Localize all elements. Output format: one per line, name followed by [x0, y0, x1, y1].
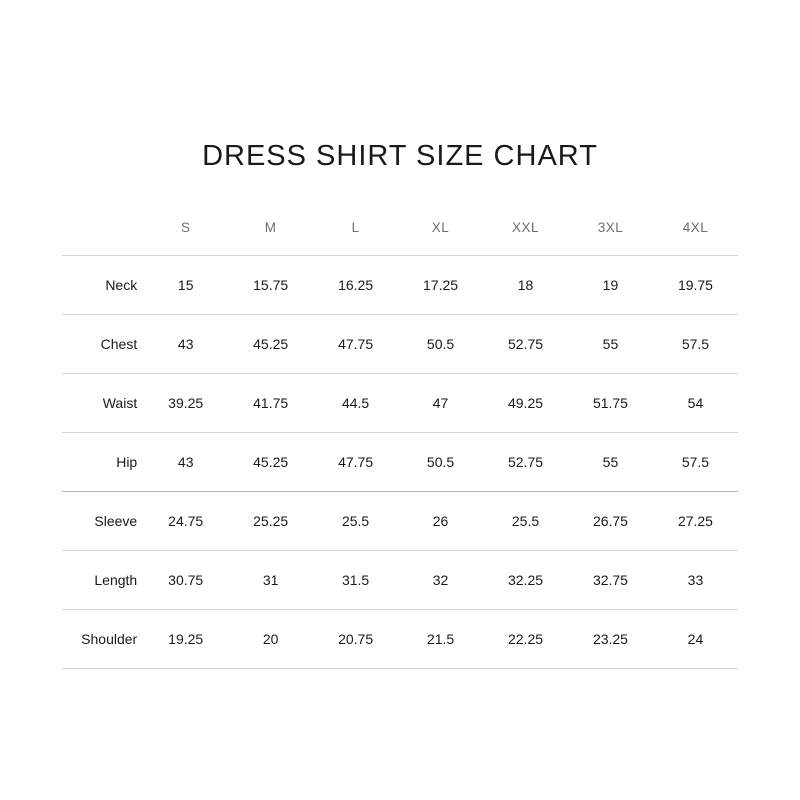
table-cell: 20.75: [313, 610, 398, 669]
table-row-waist: [62, 374, 738, 433]
corner-cell: [62, 200, 143, 256]
table-cell: 43: [143, 315, 228, 374]
table-cell: 55: [568, 433, 653, 492]
table-cell: 31.5: [313, 551, 398, 610]
size-chart-table: [62, 200, 738, 669]
column-header-4xl: 4XL: [653, 200, 738, 256]
table-cell: 21.5: [398, 610, 483, 669]
column-header-s: S: [143, 200, 228, 256]
table-cell: 52.75: [483, 315, 568, 374]
table-cell: 25.5: [313, 492, 398, 551]
table-cell: 39.25: [143, 374, 228, 433]
table-cell: 32: [398, 551, 483, 610]
table-cell: 47.75: [313, 315, 398, 374]
row-label: Shoulder: [62, 610, 143, 669]
table-cell: 16.25: [313, 256, 398, 315]
column-header-xl: XL: [398, 200, 483, 256]
table-cell: 22.25: [483, 610, 568, 669]
table-cell: 45.25: [228, 315, 313, 374]
table-cell: 55: [568, 315, 653, 374]
table-cell: 18: [483, 256, 568, 315]
table-cell: 25.5: [483, 492, 568, 551]
table-cell: 54: [653, 374, 738, 433]
table-cell: 44.5: [313, 374, 398, 433]
column-header-3xl: 3XL: [568, 200, 653, 256]
table-cell: 17.25: [398, 256, 483, 315]
table-cell: 47.75: [313, 433, 398, 492]
table-cell: 19.25: [143, 610, 228, 669]
table-cell: 57.5: [653, 315, 738, 374]
table-cell: 41.75: [228, 374, 313, 433]
column-header-xxl: XXL: [483, 200, 568, 256]
row-label: Hip: [62, 433, 143, 492]
row-label: Length: [62, 551, 143, 610]
table-cell: 23.25: [568, 610, 653, 669]
page-title: DRESS SHIRT SIZE CHART: [202, 140, 598, 172]
table-cell: 24.75: [143, 492, 228, 551]
column-header-m: M: [228, 200, 313, 256]
table-cell: 24: [653, 610, 738, 669]
table-cell: 32.75: [568, 551, 653, 610]
row-label: Sleeve: [62, 492, 143, 551]
table-cell: 20: [228, 610, 313, 669]
table-row-neck: [62, 256, 738, 315]
table-cell: 33: [653, 551, 738, 610]
table-row-chest: [62, 315, 738, 374]
table-cell: 32.25: [483, 551, 568, 610]
column-header-l: L: [313, 200, 398, 256]
row-label: Neck: [62, 256, 143, 315]
table-cell: 50.5: [398, 315, 483, 374]
table-cell: 15.75: [228, 256, 313, 315]
table-cell: 15: [143, 256, 228, 315]
table-cell: 47: [398, 374, 483, 433]
table-cell: 19.75: [653, 256, 738, 315]
table-cell: 31: [228, 551, 313, 610]
table-cell: 49.25: [483, 374, 568, 433]
table-cell: 27.25: [653, 492, 738, 551]
table-cell: 43: [143, 433, 228, 492]
table-cell: 51.75: [568, 374, 653, 433]
table-cell: 45.25: [228, 433, 313, 492]
table-row-shoulder: [62, 610, 738, 669]
row-label: Chest: [62, 315, 143, 374]
table-cell: 57.5: [653, 433, 738, 492]
table-row-length: [62, 551, 738, 610]
size-header-row: [62, 200, 738, 256]
table-cell: 25.25: [228, 492, 313, 551]
table-row-sleeve: [62, 492, 738, 551]
table-cell: 19: [568, 256, 653, 315]
table-cell: 50.5: [398, 433, 483, 492]
row-label: Waist: [62, 374, 143, 433]
table-cell: 26.75: [568, 492, 653, 551]
table-cell: 30.75: [143, 551, 228, 610]
table-cell: 52.75: [483, 433, 568, 492]
table-row-hip: [62, 433, 738, 492]
table-cell: 26: [398, 492, 483, 551]
